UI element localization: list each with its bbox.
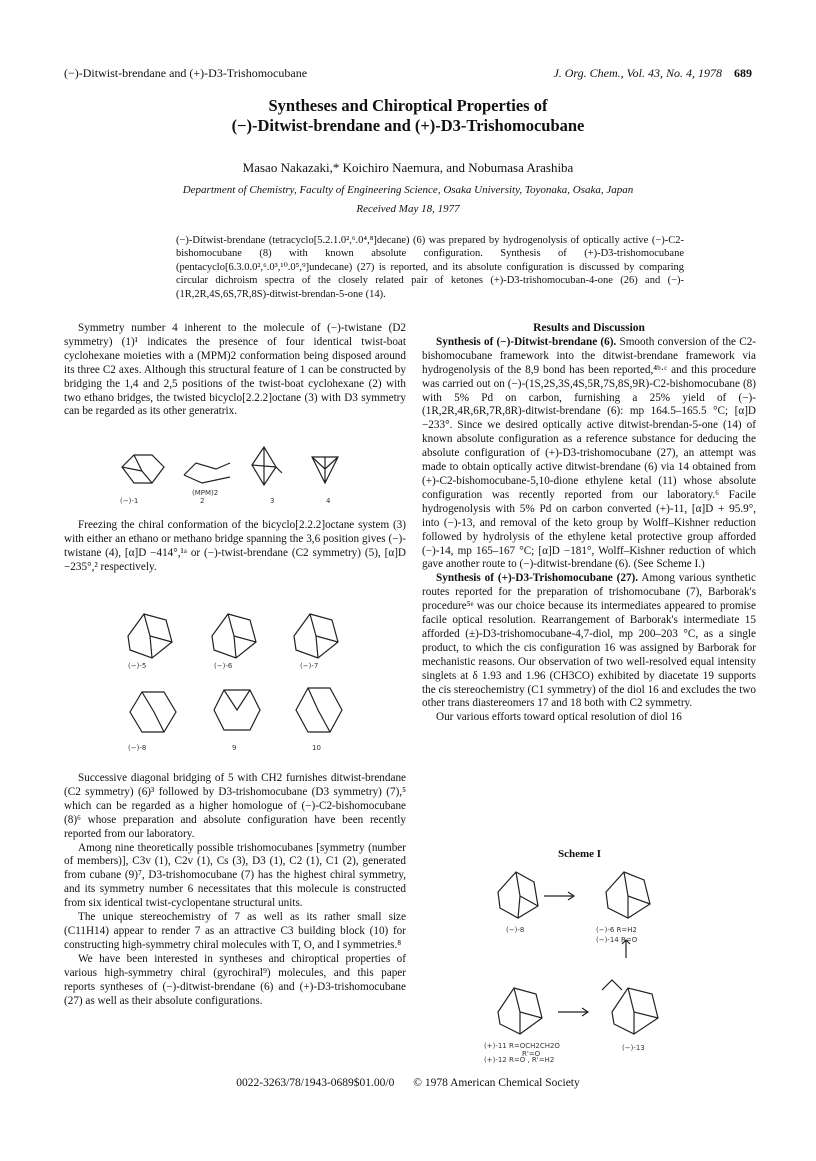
label-1: (−)-1 <box>120 497 139 505</box>
running-header <box>64 66 752 82</box>
abstract: (−)-Ditwist-brendane (tetracyclo[5.2.1.0²,⁶.0⁴,⁸]decane) (6) was prepared by hydrogenolysis of optically active (−)-C2-bishomocubane (8) with known absolute configuration. Synthesis of (+)-D3-trishomocubane (pentacyclo[6.3.0.0²,⁶.0³,¹⁰.0⁵,⁹]undecane) (27) is reported, and its absolute configuration is discussed by comparing circular dichroism spectra of the closely related pair of ketones (+)-D3-trishomocuban-4-one (26) and (−)-(1R,2R,4S,6S,7R,8S)-ditwist-brendan-5-one (14). <box>176 235 684 300</box>
article-title <box>0 96 816 136</box>
scheme-label-11b: R'=O <box>522 1050 541 1058</box>
paragraph: We have been interested in syntheses and chiroptical properties of various high-symmetry chiral (gyrochiral⁹) molecules, and this paper reports syntheses of (−)-ditwist-brendane (6) and (+)-D3-trishomocubane (27) as well as their absolute configurations. <box>64 952 406 1007</box>
label-8: (−)-8 <box>128 744 147 752</box>
label-9: 9 <box>232 744 237 752</box>
paragraph: Among nine theoretically possible trishomocubanes [symmetry (number of members)], C3v (1), C2v (1), Cs (3), D3 (1), C2 (1), C1 (2), generated from cubane (9)⁷, D3-trishomocubane (7) has the highest chiral symmetry, and its symmetry number 6 necessitates that this molecule is constructed from six identical twist-cyclopentane structural units. <box>64 841 406 910</box>
scheme-label-8: (−)-8 <box>506 926 525 934</box>
affiliation: Department of Chemistry, Faculty of Engineering Science, Osaka University, Toyonaka, Osaka, Japan <box>182 184 634 196</box>
scheme-figure <box>478 862 708 1062</box>
figure-structures-5-10 <box>120 606 360 756</box>
section-heading: Results and Discussion <box>533 322 645 334</box>
subsection-heading: Synthesis of (+)-D3-Trishomocubane (27). <box>436 572 639 585</box>
scheme-drawings <box>478 862 708 1062</box>
paragraph: Synthesis of (−)-Ditwist-brendane (6). Smooth conversion of the C2-bishomocubane framework into the ditwist-brendane framework via hydrogenolysis of the 8,9 bond has been reported,⁴ᵇ·ᶜ and this procedure was carried out on (−)-(1S,2S,3S,4S,5R,7S,8S,9R)-C2-bishomocubane (8) with 5% Pd on carbon, furnishing a 25% yield of (−)-(1R,2R,4R,6R,7R,8R)-ditwist-brendane (6): mp 164.5–165.5 °C; [α]D −233°. Since we desired optically active ditwist-brendan-5-one (14) of known absolute configuration as a reference substance for deducing the absolute configuration of (+)-D3-trishomocubane (27), an attempt was made to obtain optically active ditwist-brendane (6) via 14 obtained from (+)-C2-bishomocubane-5,10-dione ethylene ketal (11) whose absolute configuration was recently reported from our laboratory.⁶ Facile hydrogenolysis with 5% Pd on carbon converted (+)-11, [α]D + 95.9°, into (−)-13, and removal of the keto group by Wolff–Kishner reduction followed by hydrolysis of the ethylene ketal protective group afforded (−)-14, mp 165–167 °C; [α]D −181°, Wolff–Kishner reduction of which gave another route to (−)-ditwist-brendane (6). (See Scheme I.) <box>422 335 757 571</box>
label-3: 3 <box>270 497 275 505</box>
right-column <box>422 322 756 725</box>
scheme-label-14: (−)-14 R=O <box>596 936 638 944</box>
paragraph: The unique stereochemistry of 7 as well as its rather small size (C11H14) appear to render 7 as an attractive C3 building block (10) for constructing high-symmetry chiral molecules with T, O, and I symmetries.⁸ <box>64 911 406 951</box>
paragraph: Successive diagonal bridging of 5 with CH2 furnishes ditwist-brendane (C2 symmetry) (6)³ followed by D3-trishomocubane (D3 symmetry) (7),⁵ which can be regarded as a higher homologue of (−)-C2-bishomocubane (8)⁶ whose preparation and absolute configuration have been recently reported from our laboratory. <box>64 772 406 840</box>
paragraph: Freezing the chiral conformation of the bicyclo[2.2.2]octane system (3) with either an ethano or methano bridge spanning the 3,6 position gives (−)-twistane (4), [α]D −414°,¹ᵃ or (−)-twist-brendane (C2 symmetry) (5), [α]D −235°,² respectively. <box>64 519 406 573</box>
paragraph: Synthesis of (+)-D3-Trishomocubane (27). Among various synthetic routes reported for the preparation of trishomocubane (7), Barborak's procedure⁵ᵉ was our choice because its intermediates appeared to promise facile optical resolution. Rearrangement of Barborak's intermediate 15 afforded (±)-D3-trishomocubane-4,7-diol, mp 200–203 °C, as a single product, to which the cis configuration 16 was assigned by Barborak for mechanistic reasons. Our observation of two well-resolved equal intensity singlets at δ 1.93 and 1.96 (CH3CO) exhibited by diacetate 19 supports the cis stereochemistry (C1 symmetry) of the diol 16 and excludes the two other trans diastereomers 17 and 18 both with C2 symmetry. <box>422 572 757 710</box>
paragraph: Symmetry number 4 inherent to the molecule of (−)-twistane (D2 symmetry) (1)¹ indicates the presence of four identical twist-boat cyclohexane moieties with a (MPM)2 conformation being disposed around its three C2 axes. Although this structural feature of 1 can be constructed by bridging the 1,4 and 2,5 positions of the twist-boat cyclohexane (2) with two ethano bridges, the twisted bicyclo[2.2.2]octane (3) with D3 symmetry can be regarded as its other generatrix. <box>64 322 406 418</box>
label-4: 4 <box>326 497 331 505</box>
label-10: 10 <box>312 744 321 752</box>
scheme-label-13: (−)-13 <box>622 1044 645 1052</box>
structure-drawings-row0 <box>112 437 352 507</box>
scheme-title: Scheme I <box>558 848 602 860</box>
subsection-heading: Synthesis of (−)-Ditwist-brendane (6). <box>436 335 617 348</box>
title-line-1: Syntheses and Chiroptical Properties of <box>268 96 548 115</box>
label-6: (−)-6 <box>214 662 233 670</box>
label-mpm: (MPM)2 <box>192 489 219 497</box>
title-line-2: (−)-Ditwist-brendane and (+)-D3-Trishomocubane <box>231 116 585 135</box>
received-date: Received May 18, 1977 <box>356 203 460 215</box>
running-title: (−)-Ditwist-brendane and (+)-D3-Trishomocubane <box>64 66 308 80</box>
figure-structures-1-4 <box>112 437 352 507</box>
paragraph: Our various efforts toward optical resolution of diol 16 <box>436 711 682 724</box>
label-7: (−)-7 <box>300 662 319 670</box>
page-number: 689 <box>734 66 752 80</box>
footer-code: 0022-3263/78/1943-0689$01.00/0 <box>236 1077 395 1089</box>
left-column-body <box>64 772 406 1008</box>
structure-drawings-rows1-2 <box>120 606 360 756</box>
authors: Masao Nakazaki,* Koichiro Naemura, and Nobumasa Arashiba <box>242 160 574 175</box>
left-column-p2 <box>64 519 406 575</box>
scheme-label-11: (+)-11 R=OCH2CH2O <box>484 1042 560 1050</box>
page-footer <box>0 1077 816 1089</box>
label-5: (−)-5 <box>128 662 147 670</box>
label-2: 2 <box>200 497 205 505</box>
footer-copyright: © 1978 American Chemical Society <box>413 1077 580 1089</box>
scheme-label-12: (+)-12 R=O , R'=H2 <box>484 1056 555 1064</box>
left-column-intro <box>64 322 406 419</box>
scheme-label-6: (−)-6 R=H2 <box>596 926 637 934</box>
journal-citation: J. Org. Chem., Vol. 43, No. 4, 1978 689 <box>553 66 752 80</box>
